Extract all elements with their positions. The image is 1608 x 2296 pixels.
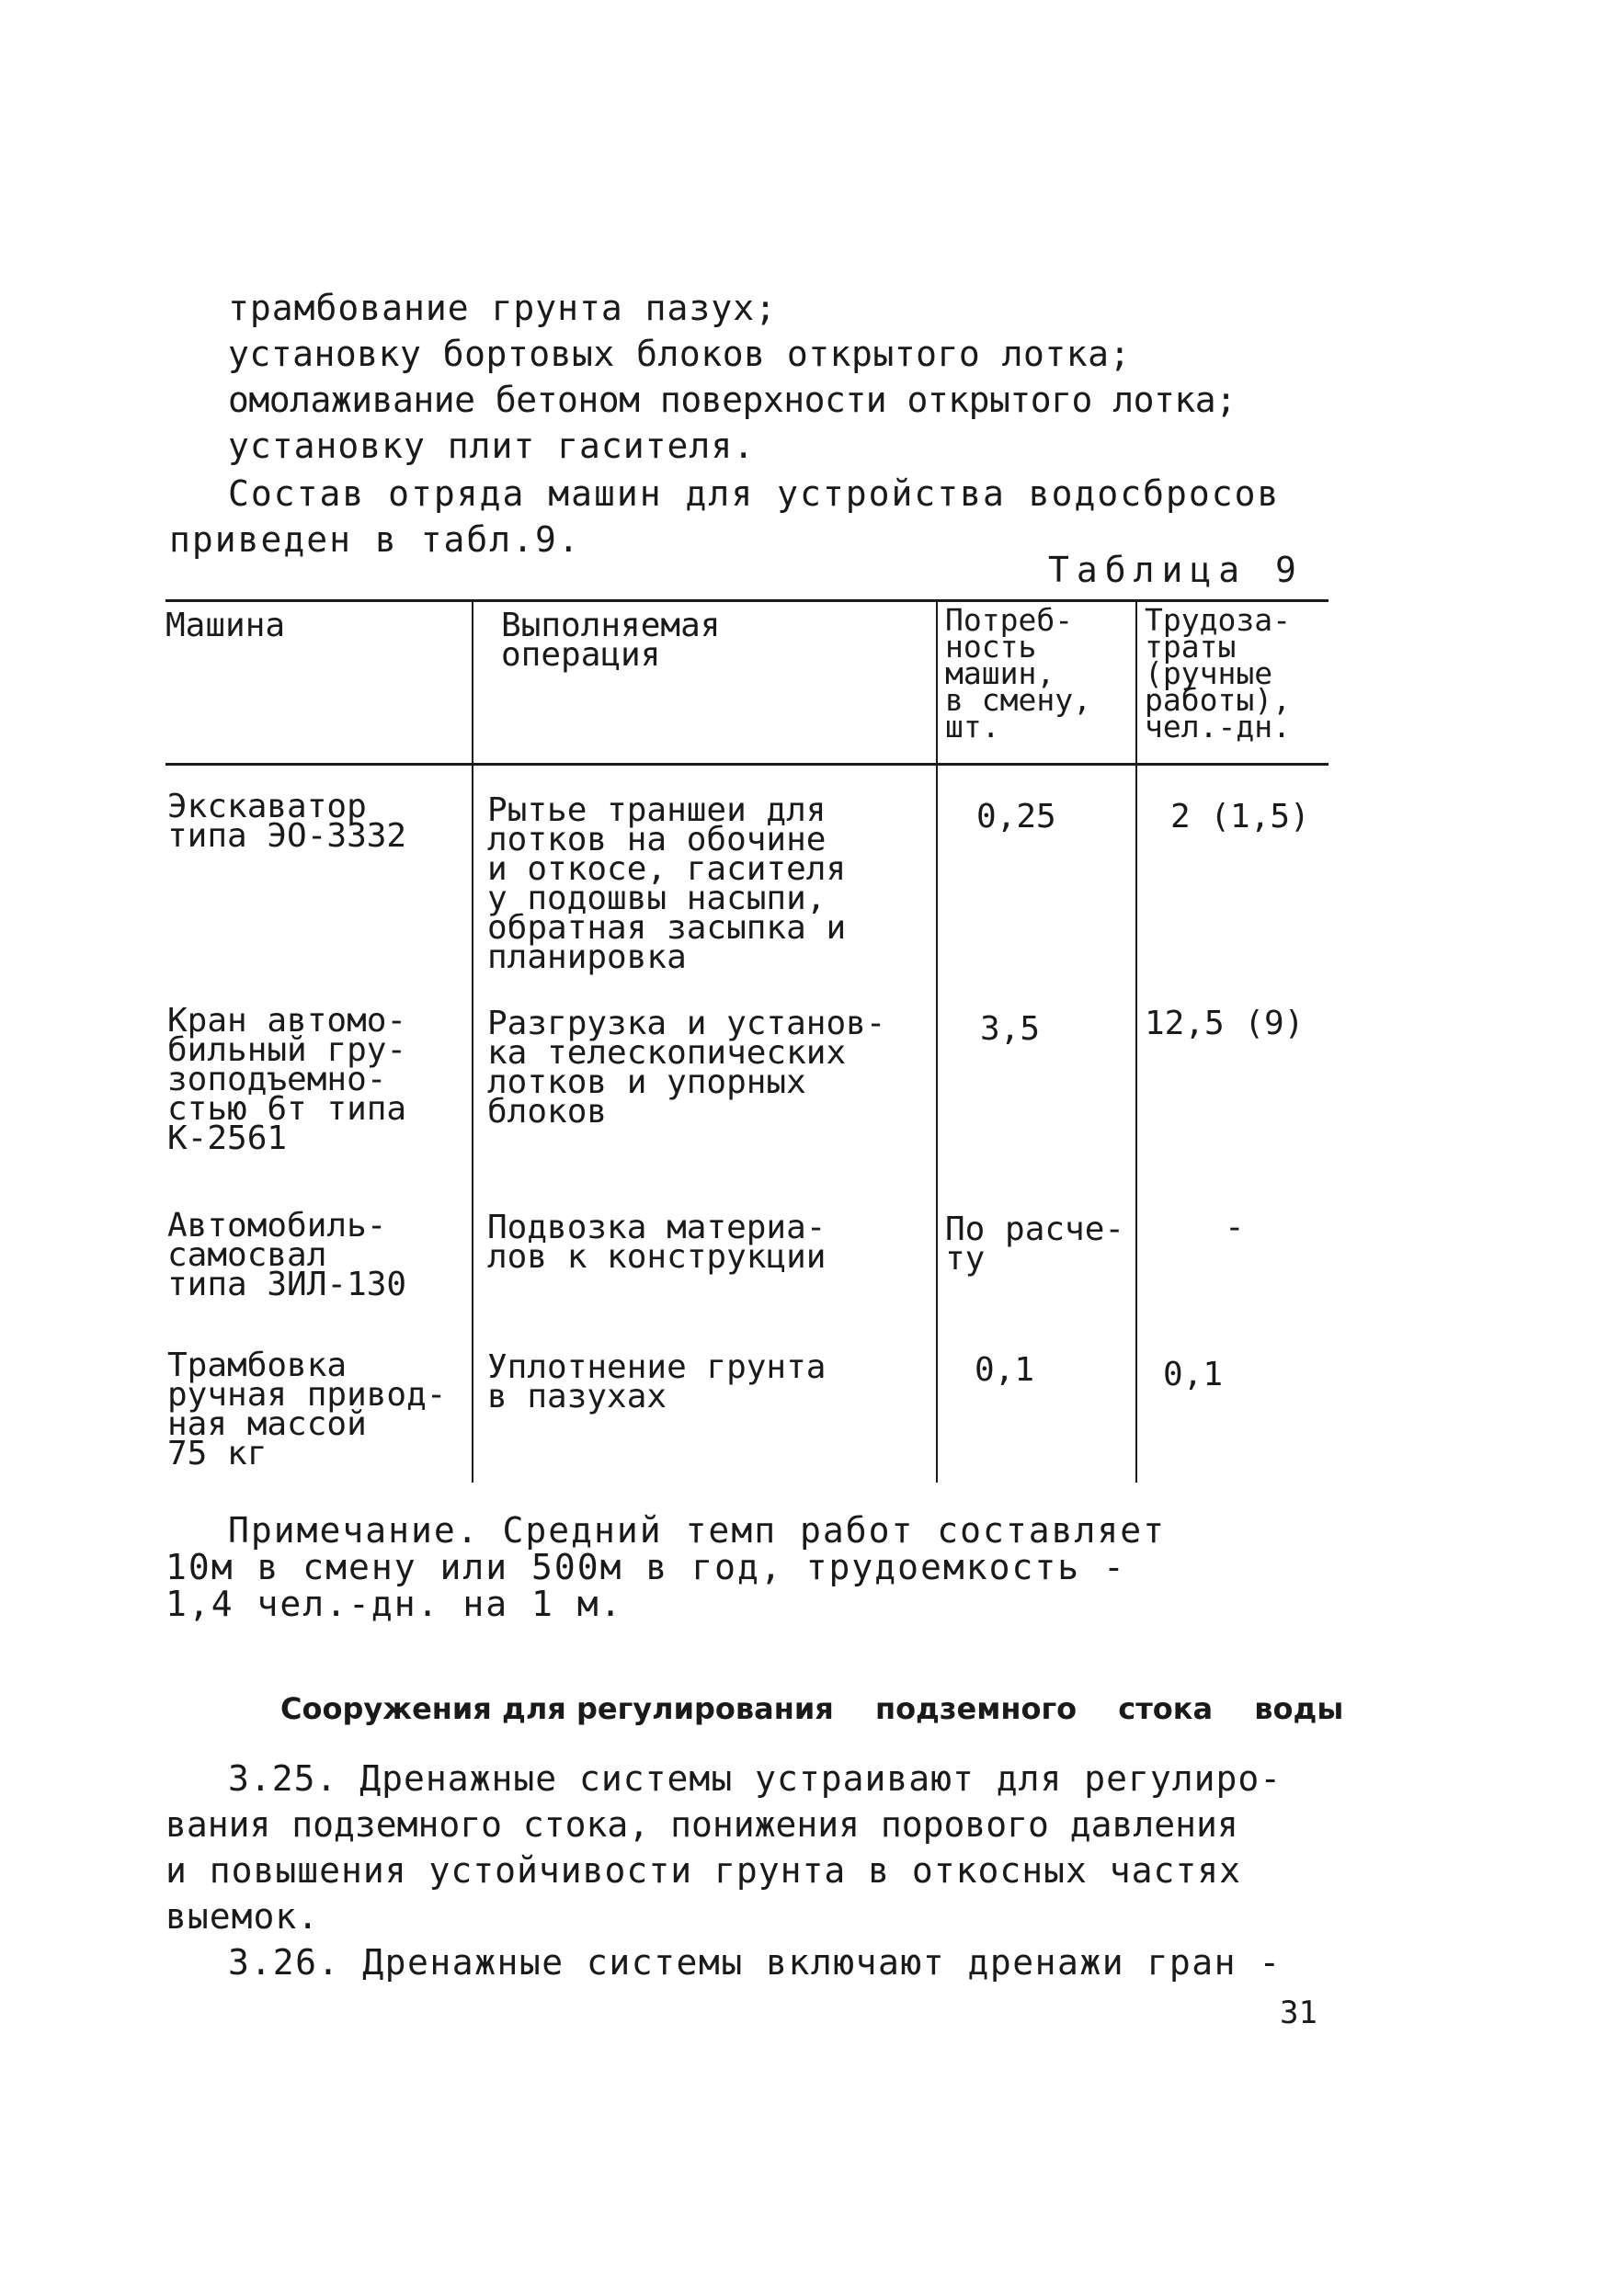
table-row-1-operation: Рытье траншеи для лотков на обочине и откосе, гасителя у подошвы насыпи, обратная засыпка и планировка <box>487 791 847 976</box>
column-divider <box>1135 602 1137 1483</box>
table-row-4-machine: Трамбовка ручная привод- ная массой 75 кг <box>167 1347 447 1472</box>
header-labor: Трудоза- траты (ручные работы), чел.-дн. <box>1145 602 1291 744</box>
section-heading <box>280 1691 1374 1726</box>
body-line: вания подземного стока, понижения порового давления <box>165 1804 1238 1845</box>
page-number: 31 <box>1280 1995 1317 2031</box>
table-row-4-need: 0,1 <box>975 1351 1035 1389</box>
table-row-1-need: 0,25 <box>976 798 1056 835</box>
table-header-rule <box>165 763 1329 766</box>
table-row-3-need: По расче- ту <box>945 1211 1125 1278</box>
intro-paragraph: Состав отряда машин для устройства водосбросов <box>228 473 1281 514</box>
table-row-4-operation: Уплотнение грунта в пазухах <box>487 1348 827 1415</box>
table-row-2-operation: Разгрузка и установ- ка телескопических лотков и упорных блоков <box>487 1005 886 1131</box>
note-line: Примечание. Средний темп работ составляет <box>228 1510 1166 1551</box>
note-line: 10м в смену или 500м в год, трудоемкость - <box>165 1547 1126 1587</box>
note-line: 1,4 чел.-дн. на 1 м. <box>165 1584 623 1624</box>
intro-line: установку бортовых блоков открытого лотка; <box>228 334 1131 374</box>
table-row-3-operation: Подвозка материа- лов к конструкции <box>487 1209 827 1276</box>
table-row-1-machine: Экскаватор типа ЭО-3332 <box>167 788 407 855</box>
body-line: выемок. <box>165 1896 320 1937</box>
section-heading-part: подземного <box>874 1691 1078 1726</box>
intro-line: омолаживание бетоном поверхности открытого лотка; <box>228 380 1237 420</box>
column-divider <box>472 602 473 1483</box>
header-need: Потреб- ность машин, в смену, шт. <box>945 602 1091 744</box>
section-heading-part: Сооружения для регулирования <box>280 1691 834 1726</box>
section-heading-part: воды <box>1254 1691 1344 1726</box>
body-line: 3.26. Дренажные системы включают дренажи гран - <box>228 1942 1282 1983</box>
table-caption: Таблица 9 <box>1048 550 1304 590</box>
table-row-2-machine: Кран автомо- бильный гру- зоподъемно- стью 6т типа К-2561 <box>167 1002 407 1157</box>
table-row-2-labor: 12,5 (9) <box>1145 1005 1305 1042</box>
body-line: 3.25. Дренажные системы устраивают для регулиро- <box>228 1758 1283 1799</box>
table-row-4-labor: 0,1 <box>1163 1356 1224 1393</box>
header-machine: Машина <box>165 607 286 644</box>
section-heading-part: стока <box>1118 1691 1214 1726</box>
table-row-1-labor: 2 (1,5) <box>1170 798 1310 835</box>
column-divider <box>936 602 938 1483</box>
table-row-2-need: 3,5 <box>980 1010 1041 1048</box>
intro-line: установку плит гасителя. <box>228 426 756 466</box>
body-line: и повышения устойчивости грунта в откосных частях <box>165 1850 1242 1891</box>
intro-line: трамбование грунта пазух; <box>228 288 777 328</box>
table-row-3-machine: Автомобиль- самосвал типа ЗИЛ-130 <box>167 1207 407 1303</box>
intro-paragraph: приведен в табл.9. <box>169 519 581 560</box>
header-operation: Выполняемая операция <box>501 607 721 674</box>
table-row-3-labor: - <box>1225 1209 1245 1246</box>
